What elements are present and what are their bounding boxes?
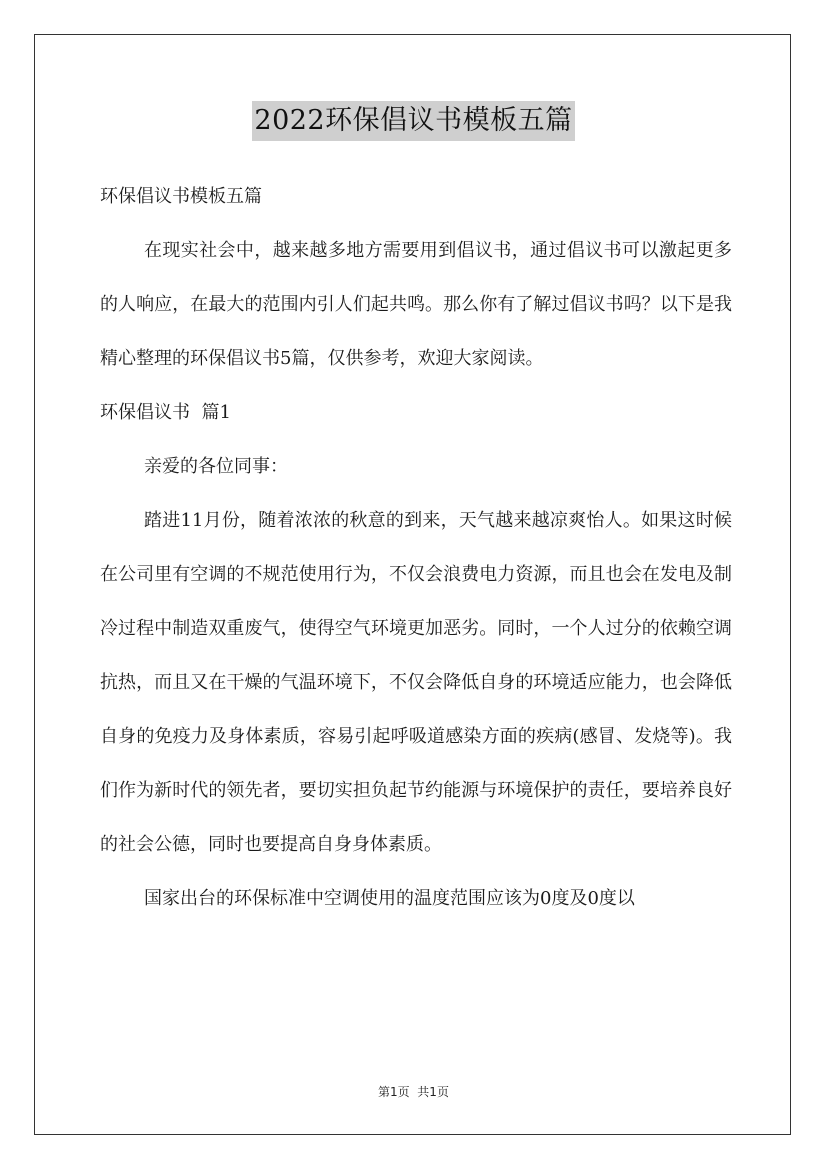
salutation: 亲爱的各位同事： xyxy=(144,456,288,477)
document-title: 2022环保倡议书模板五篇 xyxy=(252,101,574,141)
document-body xyxy=(100,170,732,926)
section-heading: 环保倡议书 篇1 xyxy=(100,402,231,423)
page-number: 第1页 共1页 xyxy=(378,1085,449,1099)
document-subtitle: 环保倡议书模板五篇 xyxy=(100,186,262,207)
title-container xyxy=(0,101,827,141)
page-footer xyxy=(0,1083,827,1100)
body-paragraph-1: 踏进11月份，随着浓浓的秋意的到来，天气越来越凉爽怡人。如果这时候在公司里有空调的不规范使用行为，不仅会浪费电力资源，而且也会在发电及制冷过程中制造双重废气，使得空气环境更加恶劣。同时，一个人过分的依赖空调抗热，而且又在干燥的气温环境下，不仅会降低自身的环境适应能力，也会降低自身的免疫力及身体素质，容易引起呼吸道感染方面的疾病(感冒、发烧等)。我们作为新时代的领先者，要切实担负起节约能源与环境保护的责任，要培养良好的社会公德，同时也要提高自身身体素质。 xyxy=(100,510,732,855)
intro-paragraph: 在现实社会中，越来越多地方需要用到倡议书，通过倡议书可以激起更多的人响应，在最大的范围内引人们起共鸣。那么你有了解过倡议书吗？以下是我精心整理的环保倡议书5篇，仅供参考，欢迎大家阅读。 xyxy=(100,240,732,369)
body-paragraph-2: 国家出台的环保标准中空调使用的温度范围应该为0度及0度以 xyxy=(144,888,635,909)
